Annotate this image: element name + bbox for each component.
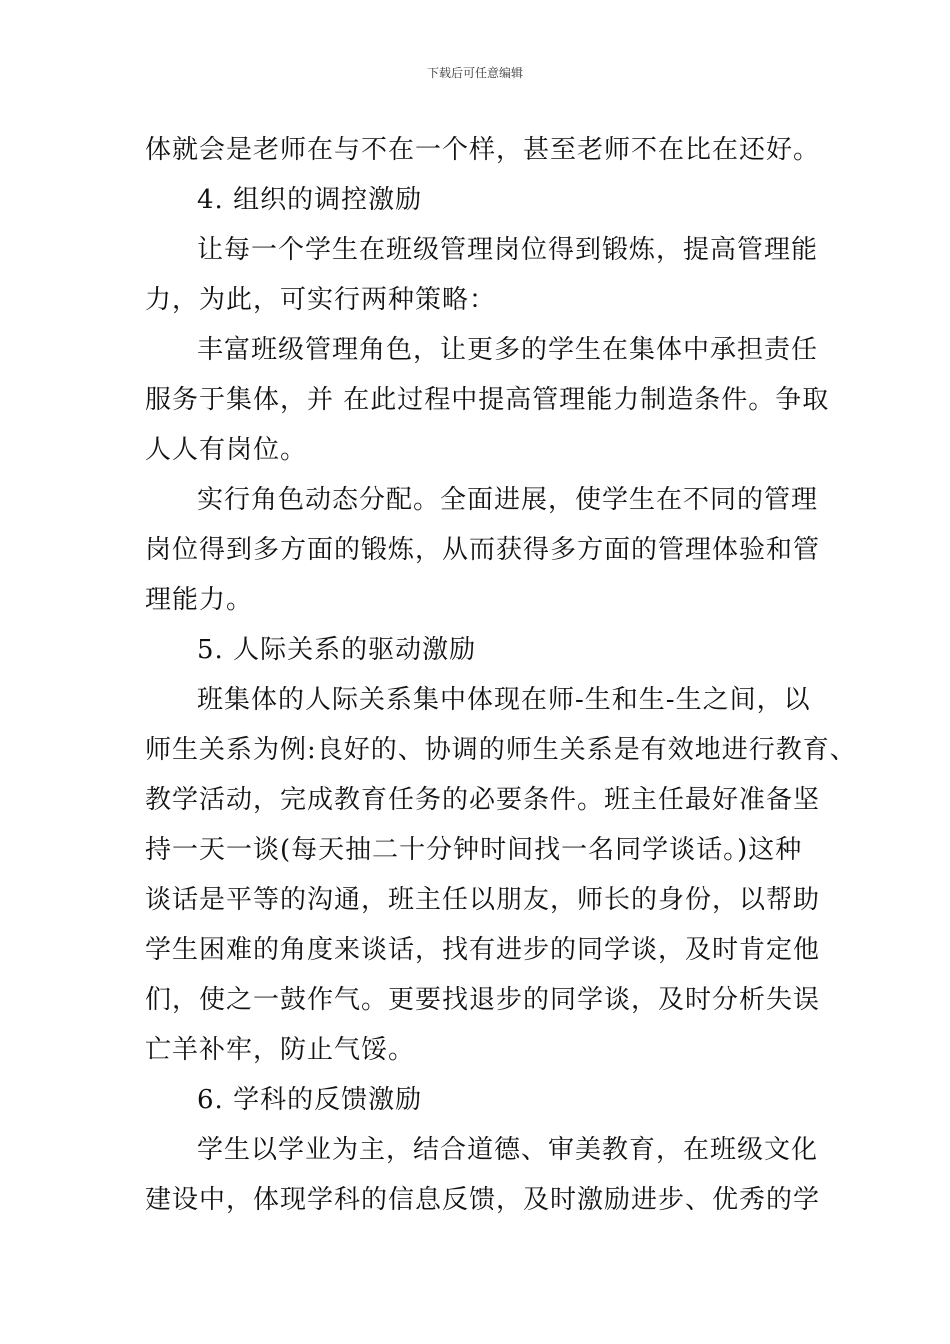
page-header: 下载后可任意编辑: [426, 66, 523, 80]
body-text-line: 亡羊补牢，防止气馁。: [145, 1035, 416, 1065]
paragraph-first-line: 班集体的人际关系集中体现在师-生和生-生之间，以: [197, 685, 811, 715]
body-text-line: 建设中，体现学科的信息反馈，及时激励进步、优秀的学: [145, 1185, 821, 1215]
body-text-line: 服务于集体，并 在此过程中提高管理能力制造条件。争取: [145, 385, 830, 415]
body-text-line: 岗位得到多方面的锻炼，从而获得多方面的管理体验和管: [145, 535, 821, 565]
section-heading: 5. 人际关系的驱动激励: [197, 635, 477, 665]
body-text-line: 持一天一谈(每天抽二十分钟时间找一名同学谈话。)这种: [145, 835, 803, 865]
body-text-line: 体就会是老师在与不在一个样，甚至老师不在比在还好。: [145, 135, 821, 165]
body-text-line: 教学活动，完成教育任务的必要条件。班主任最好准备坚: [145, 785, 821, 815]
body-text-line: 理能力。: [145, 585, 254, 615]
body-text-line: 学生困难的角度来谈话，找有进步的同学谈，及时肯定他: [145, 935, 821, 965]
paragraph-first-line: 丰富班级管理角色，让更多的学生在集体中承担责任: [197, 335, 819, 365]
body-text-line: 人人有岗位。: [145, 435, 308, 465]
body-text-line: 谈话是平等的沟通，班主任以朋友，师长的身份，以帮助: [145, 885, 821, 915]
section-heading: 6. 学科的反馈激励: [197, 1085, 423, 1115]
body-text-line: 们，使之一鼓作气。更要找退步的同学谈，及时分析失误: [145, 985, 821, 1015]
body-text-line: 力，为此，可实行两种策略：: [145, 285, 497, 315]
paragraph-first-line: 让每一个学生在班级管理岗位得到锻炼，提高管理能: [197, 235, 819, 265]
section-heading: 4. 组织的调控激励: [197, 185, 423, 215]
paragraph-first-line: 学生以学业为主，结合道德、审美教育，在班级文化: [197, 1135, 819, 1165]
paragraph-first-line: 实行角色动态分配。全面进展，使学生在不同的管理: [197, 485, 819, 515]
body-text-line: 师生关系为例:良好的、协调的师生关系是有效地进行教育、: [145, 735, 857, 765]
